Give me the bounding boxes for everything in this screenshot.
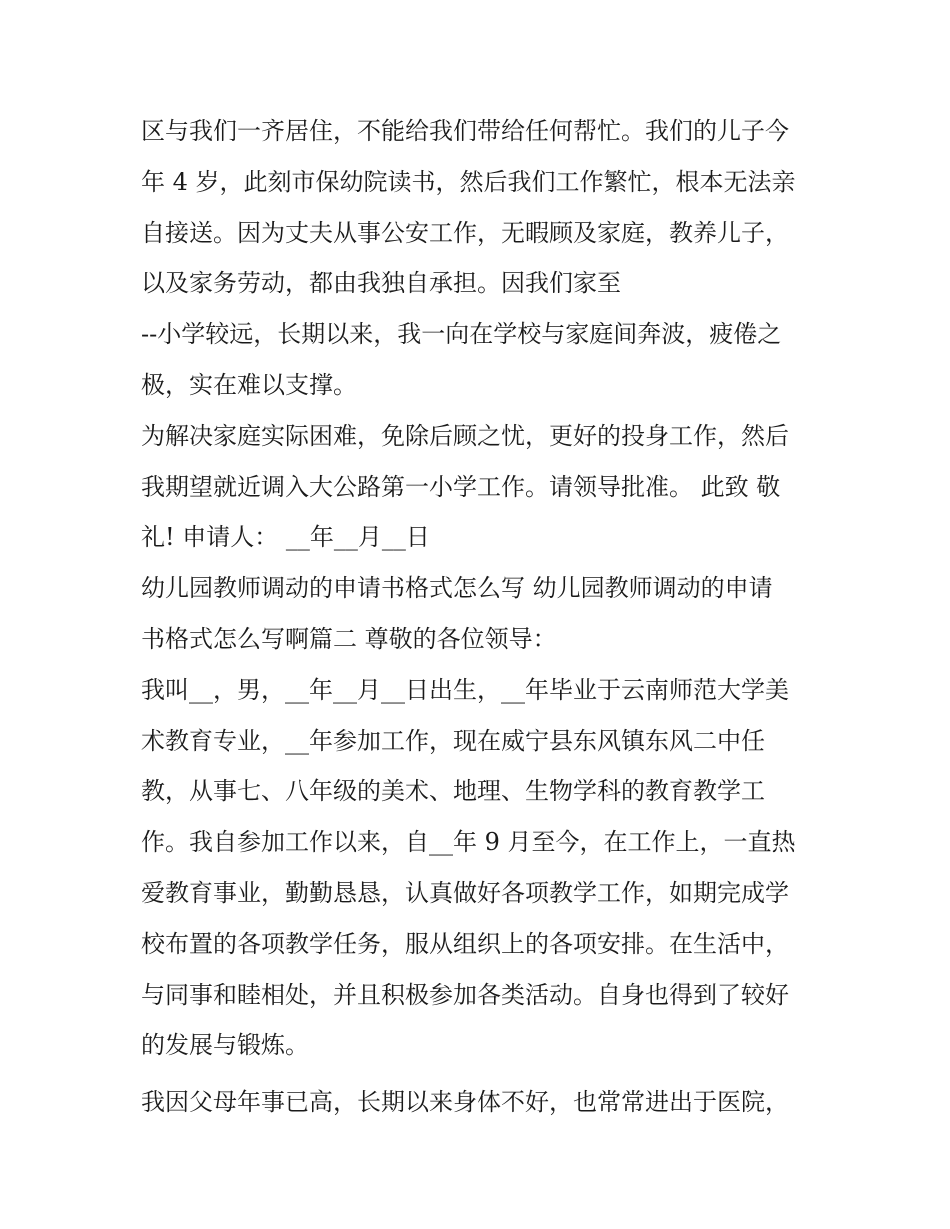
text-line: 我期望就近调入大公路第一小学工作。请领导批准。 此致 敬 bbox=[141, 472, 781, 501]
text-line: 爱教育事业，勤勤恳恳，认真做好各项教学工作，如期完成学 bbox=[141, 878, 789, 907]
text-line: 自接送。因为丈夫从事公安工作，无暇顾及家庭，教养儿子， bbox=[141, 218, 789, 247]
text-line: 与同事和睦相处，并且积极参加各类活动。自身也得到了较好 bbox=[141, 980, 789, 1009]
text-line: 作。我自参加工作以来，自__年 9 月至今，在工作上，一直热 bbox=[141, 828, 796, 857]
text-line: --小学较远，长期以来，我一向在学校与家庭间奔波，疲倦之 bbox=[141, 320, 782, 349]
text-line: 校布置的各项教学任务，服从组织上的各项安排。在生活中， bbox=[141, 929, 789, 958]
text-line: 术教育专业，__年参加工作，现在威宁县东风镇东风二中任 bbox=[141, 726, 765, 755]
text-line: 年 4 岁，此刻市保幼院读书，然后我们工作繁忙，根本无法亲 bbox=[141, 167, 796, 196]
text-line: 区与我们一齐居住，不能给我们带给任何帮忙。我们的儿子今 bbox=[141, 117, 789, 145]
document-body bbox=[141, 106, 821, 1128]
text-line: 为解决家庭实际困难，免除后顾之忧，更好的投身工作，然后 bbox=[141, 421, 789, 450]
text-line: 的发展与锻炼。 bbox=[141, 1031, 309, 1060]
text-line: 书格式怎么写啊篇二 尊敬的各位领导： bbox=[141, 624, 557, 653]
text-line: 我叫__，男，__年__月__日出生，__年毕业于云南师范大学美 bbox=[141, 675, 789, 704]
text-line: 以及家务劳动，都由我独自承担。因我们家至 bbox=[141, 269, 621, 298]
text-line: 教，从事七、八年级的美术、地理、生物学科的教育教学工 bbox=[141, 777, 765, 806]
text-line: 礼! 申请人： __年__月__日 bbox=[141, 523, 430, 552]
text-line: 幼儿园教师调动的申请书格式怎么写 幼儿园教师调动的申请 bbox=[141, 574, 773, 603]
text-line: 我因父母年事已高，长期以来身体不好，也常常进出于医院， bbox=[141, 1088, 789, 1117]
text-line: 极，实在难以支撑。 bbox=[141, 370, 357, 399]
